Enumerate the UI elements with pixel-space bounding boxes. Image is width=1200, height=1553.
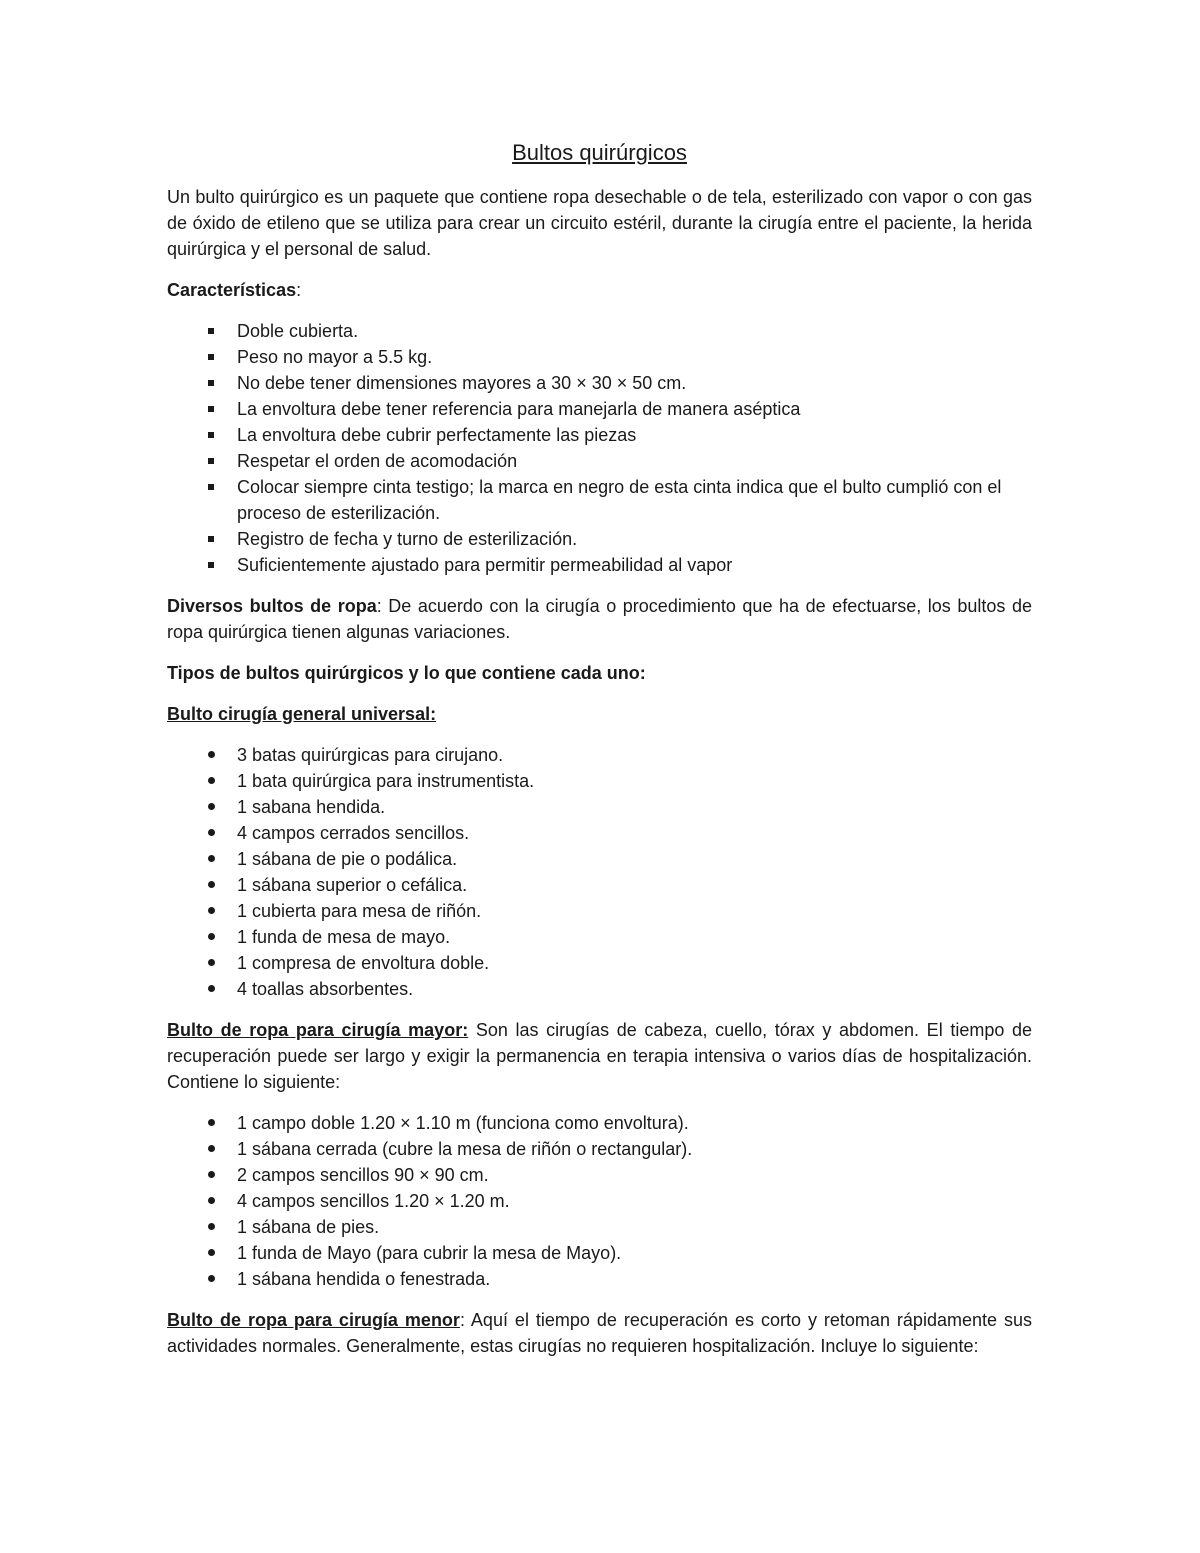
list-item (167, 396, 1032, 422)
list-item (167, 422, 1032, 448)
round-bullet-icon (201, 846, 221, 872)
list-item-text: Respetar el orden de acomodación (237, 451, 518, 471)
list-item (167, 448, 1032, 474)
caracteristicas-heading (167, 277, 1032, 303)
list-item (167, 872, 1032, 898)
document-title: Bultos quirúrgicos (512, 140, 687, 165)
square-bullet-icon (201, 318, 221, 344)
diversos-text: : De acuerdo con la cirugía o procedimiento que ha de efectuarse, los bultos de ropa quirúrgica tienen algunas variaciones. (167, 596, 1032, 642)
round-bullet-icon (201, 1162, 221, 1188)
list-item (167, 768, 1032, 794)
menor-label: Bulto de ropa para cirugía menor (167, 1310, 460, 1330)
round-bullet-icon (201, 1110, 221, 1136)
list-item-text: Doble cubierta. (237, 321, 359, 341)
list-item-text: 1 bata quirúrgica para instrumentista. (237, 771, 535, 791)
list-item-text: 4 campos sencillos 1.20 × 1.20 m. (237, 1191, 510, 1211)
list-item-text: La envoltura debe cubrir perfectamente las piezas (237, 425, 637, 445)
round-bullet-icon (201, 950, 221, 976)
list-item (167, 1162, 1032, 1188)
list-item (167, 924, 1032, 950)
list-item-text: No debe tener dimensiones mayores a 30 × 30 × 50 cm. (237, 373, 687, 393)
mayor-label: Bulto de ropa para cirugía mayor: (167, 1020, 469, 1040)
round-bullet-icon (201, 924, 221, 950)
list-item-text: 1 campo doble 1.20 × 1.10 m (funciona como envoltura). (237, 1113, 689, 1133)
list-item (167, 1136, 1032, 1162)
round-bullet-icon (201, 1188, 221, 1214)
list-item (167, 344, 1032, 370)
list-item-text: 1 sábana cerrada (cubre la mesa de riñón o rectangular). (237, 1139, 693, 1159)
list-item (167, 1214, 1032, 1240)
list-item (167, 474, 1032, 526)
square-bullet-icon (201, 552, 221, 578)
round-bullet-icon (201, 872, 221, 898)
list-item-text: 1 sábana hendida o fenestrada. (237, 1269, 491, 1289)
list-item (167, 950, 1032, 976)
round-bullet-icon (201, 768, 221, 794)
round-bullet-icon (201, 976, 221, 1002)
list-item (167, 742, 1032, 768)
list-item (167, 846, 1032, 872)
menor-paragraph (167, 1307, 1032, 1359)
round-bullet-icon (201, 1266, 221, 1292)
mayor-list (167, 1110, 1032, 1292)
round-bullet-icon (201, 742, 221, 768)
square-bullet-icon (201, 474, 221, 500)
list-item-text: 4 toallas absorbentes. (237, 979, 414, 999)
square-bullet-icon (201, 422, 221, 448)
round-bullet-icon (201, 820, 221, 846)
general-label: Bulto cirugía general universal: (167, 704, 437, 724)
list-item (167, 526, 1032, 552)
caracteristicas-colon: : (296, 280, 302, 300)
square-bullet-icon (201, 344, 221, 370)
list-item (167, 318, 1032, 344)
list-item-text: 2 campos sencillos 90 × 90 cm. (237, 1165, 489, 1185)
list-item-text: 1 compresa de envoltura doble. (237, 953, 490, 973)
diversos-paragraph (167, 593, 1032, 645)
square-bullet-icon (201, 448, 221, 474)
menor-text: : Aquí el tiempo de recuperación es corto y retoman rápidamente sus actividades normales. Generalmente, estas cirugías no requieren hospitalización. Incluye lo siguiente: (167, 1310, 1032, 1356)
intro-paragraph: Un bulto quirúrgico es un paquete que contiene ropa desechable o de tela, esterilizado con vapor o con gas de óxido de etileno que se utiliza para crear un circuito estéril, durante la cirugía entre el paciente, la herida quirúrgica y el personal de salud. (167, 187, 1032, 259)
list-item (167, 898, 1032, 924)
list-item-text: 1 sábana de pie o podálica. (237, 849, 458, 869)
mayor-text: Son las cirugías de cabeza, cuello, tórax y abdomen. El tiempo de recuperación puede ser largo y exigir la permanencia en terapia intensiva o varios días de hospitalización. Contiene lo siguiente: (167, 1020, 1032, 1092)
list-item-text: 3 batas quirúrgicas para cirujano. (237, 745, 504, 765)
list-item (167, 552, 1032, 578)
list-item-text: 1 sabana hendida. (237, 797, 386, 817)
round-bullet-icon (201, 794, 221, 820)
list-item-text: Suficientemente ajustado para permitir permeabilidad al vapor (237, 555, 733, 575)
list-item-text: 1 sábana de pies. (237, 1217, 380, 1237)
square-bullet-icon (201, 396, 221, 422)
list-item (167, 820, 1032, 846)
list-item (167, 976, 1032, 1002)
general-list (167, 742, 1032, 1002)
round-bullet-icon (201, 898, 221, 924)
round-bullet-icon (201, 1214, 221, 1240)
list-item-text: La envoltura debe tener referencia para manejarla de manera aséptica (237, 399, 801, 419)
list-item-text: 1 cubierta para mesa de riñón. (237, 901, 482, 921)
diversos-label: Diversos bultos de ropa (167, 596, 377, 616)
list-item-text: 1 sábana superior o cefálica. (237, 875, 468, 895)
round-bullet-icon (201, 1136, 221, 1162)
document-body (167, 138, 1032, 1374)
list-item (167, 1110, 1032, 1136)
list-item (167, 370, 1032, 396)
round-bullet-icon (201, 1240, 221, 1266)
list-item (167, 1266, 1032, 1292)
list-item-text: 1 funda de Mayo (para cubrir la mesa de Mayo). (237, 1243, 622, 1263)
general-heading (167, 701, 1032, 727)
list-item-text: Peso no mayor a 5.5 kg. (237, 347, 433, 367)
square-bullet-icon (201, 370, 221, 396)
mayor-paragraph (167, 1017, 1032, 1095)
list-item (167, 1240, 1032, 1266)
list-item (167, 794, 1032, 820)
list-item (167, 1188, 1032, 1214)
list-item-text: Registro de fecha y turno de esterilización. (237, 529, 578, 549)
tipos-heading: Tipos de bultos quirúrgicos y lo que contiene cada uno: (167, 663, 646, 683)
caracteristicas-list (167, 318, 1032, 578)
list-item-text: 4 campos cerrados sencillos. (237, 823, 470, 843)
square-bullet-icon (201, 526, 221, 552)
list-item-text: 1 funda de mesa de mayo. (237, 927, 451, 947)
list-item-text: Colocar siempre cinta testigo; la marca en negro de esta cinta indica que el bulto cumplió con el proceso de esterilización. (237, 477, 1002, 523)
caracteristicas-label: Características (167, 280, 297, 300)
